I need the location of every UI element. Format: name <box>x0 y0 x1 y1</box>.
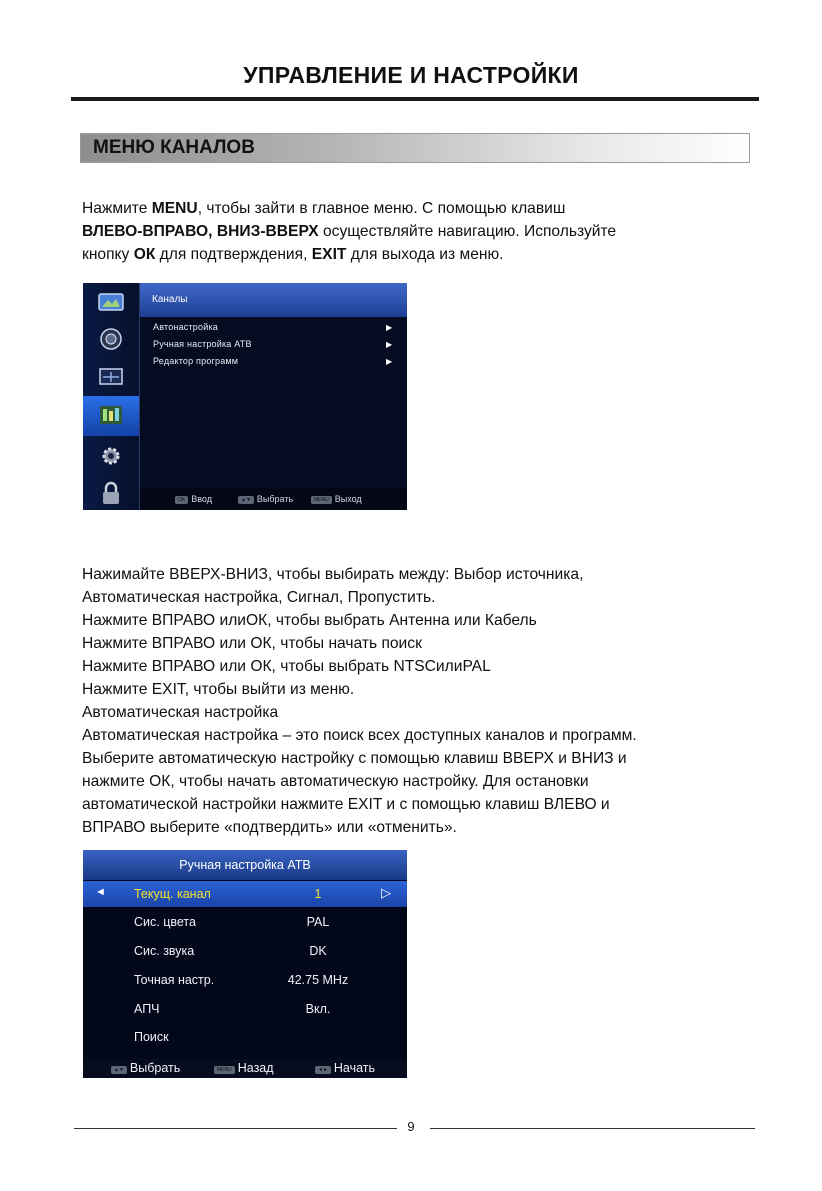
row-sound-system-value[interactable]: DK <box>309 944 327 958</box>
intro-paragraph <box>82 197 762 266</box>
menu-header <box>83 850 407 880</box>
manual-tuning-menu-screenshot <box>83 850 407 1078</box>
footer-rule-right <box>430 1128 755 1129</box>
menu-key-icon: MENU <box>311 496 332 504</box>
sidebar-item-lock[interactable] <box>83 475 139 510</box>
updown-key-icon: ▲▼ <box>238 496 254 504</box>
sidebar-item-screen[interactable] <box>83 359 139 395</box>
row-current-channel-label[interactable]: Текущ. канал <box>134 887 211 901</box>
body-line: Автоматическая настройка, Сигнал, Пропустить. <box>82 589 436 606</box>
right-arrow-icon[interactable]: ▷ <box>381 885 391 900</box>
settings-icon <box>98 444 124 468</box>
lock-icon <box>98 481 124 505</box>
row-fine-tune-label[interactable]: Точная настр. <box>134 973 215 987</box>
sidebar-item-channels[interactable] <box>83 396 139 436</box>
sidebar-item-settings[interactable] <box>83 438 139 474</box>
section-header <box>80 133 750 163</box>
menu-header-title: Каналы <box>152 294 188 305</box>
row-fine-tune-value[interactable]: 42.75 MHz <box>287 973 349 987</box>
body-line: Автоматическая настройка – это поиск всех доступных каналов и программ. <box>82 727 637 744</box>
footer-hint-exit: MENU Выход <box>311 494 362 504</box>
picture-icon <box>98 291 124 315</box>
footer-hint-enter: OK Ввод <box>175 494 212 504</box>
intro-line-3: кнопку ОК для подтверждения, EXIT для выхода из меню. <box>82 246 504 263</box>
body-line: Нажмите EXIT, чтобы выйти из меню. <box>82 681 355 698</box>
channels-menu-screenshot <box>83 283 407 510</box>
footer-hint-select: ▲▼ Выбрать <box>238 494 293 504</box>
row-color-system-value[interactable]: PAL <box>306 915 330 929</box>
updown-key-icon: ▲▼ <box>111 1066 127 1074</box>
menu-header-title: Ручная настройка ATB <box>179 858 311 872</box>
left-arrow-icon[interactable]: ◄ <box>95 886 106 898</box>
body-paragraph <box>82 563 762 839</box>
menu-header <box>140 283 407 317</box>
sidebar-item-sound[interactable] <box>83 321 139 357</box>
body-line: Нажмите ВПРАВО илиОК, чтобы выбрать Антенна или Кабель <box>82 612 537 629</box>
sound-icon <box>98 327 124 351</box>
intro-line-2: ВЛЕВО-ВПРАВО, ВНИЗ-ВВЕРХ осуществляйте навигацию. Используйте <box>82 223 617 240</box>
body-line: Нажмите ВПРАВО или ОК, чтобы выбрать NTSCилиPAL <box>82 658 491 675</box>
footer-hint-select: ▲▼ Выбрать <box>111 1061 180 1075</box>
footer-hint-start: ◄► Начать <box>315 1061 375 1075</box>
intro-line-1: Нажмите MENU, чтобы зайти в главное меню. С помощью клавиш <box>82 200 566 217</box>
sidebar-item-picture[interactable] <box>83 285 139 321</box>
leftright-key-icon: ◄► <box>315 1066 331 1074</box>
channels-icon <box>98 403 124 427</box>
chevron-right-icon: ▶ <box>386 340 393 349</box>
row-search-label[interactable]: Поиск <box>134 1030 169 1044</box>
body-line: Нажимайте ВВЕРХ-ВНИЗ, чтобы выбирать между: Выбор источника, <box>82 566 584 583</box>
menu-item-program-editor[interactable]: Редактор программ <box>153 356 239 366</box>
row-sound-system-label[interactable]: Сис. звука <box>134 944 195 958</box>
chevron-right-icon: ▶ <box>386 323 393 332</box>
body-line: Автоматическая настройка <box>82 704 279 721</box>
row-current-channel-value[interactable]: 1 <box>314 887 322 901</box>
page-title: УПРАВЛЕНИЕ И НАСТРОЙКИ <box>243 62 579 88</box>
menu-item-manual-tuning[interactable]: Ручная настройка ATB <box>153 339 252 349</box>
row-color-system-label[interactable]: Сис. цвета <box>134 915 196 929</box>
screen-icon <box>98 365 124 389</box>
page-number: 9 <box>407 1119 415 1134</box>
row-afc-value[interactable]: Вкл. <box>305 1002 331 1016</box>
footer-hint-back: MENU Назад <box>214 1061 274 1075</box>
menu-key-icon: MENU <box>214 1066 235 1074</box>
body-line: Выберите автоматическую настройку с помощью клавиш ВВЕРХ и ВНИЗ и <box>82 750 627 767</box>
body-line: ВПРАВО выберите «подтвердить» или «отменить». <box>82 819 457 836</box>
chevron-right-icon: ▶ <box>386 357 393 366</box>
title-rule <box>71 97 759 101</box>
body-line: Нажмите ВПРАВО или ОК, чтобы начать поиск <box>82 635 422 652</box>
row-afc-label[interactable]: АПЧ <box>134 1002 160 1016</box>
body-line: автоматической настройки нажмите EXIT и с помощью клавиш ВЛЕВО и <box>82 796 610 813</box>
section-title: МЕНЮ КАНАЛОВ <box>93 137 255 158</box>
menu-sidebar <box>83 283 140 510</box>
menu-item-auto-tuning[interactable]: Автонастройка <box>153 322 218 332</box>
body-line: нажмите ОК, чтобы начать автоматическую настройку. Для остановки <box>82 773 589 790</box>
ok-key-icon: OK <box>175 496 188 504</box>
